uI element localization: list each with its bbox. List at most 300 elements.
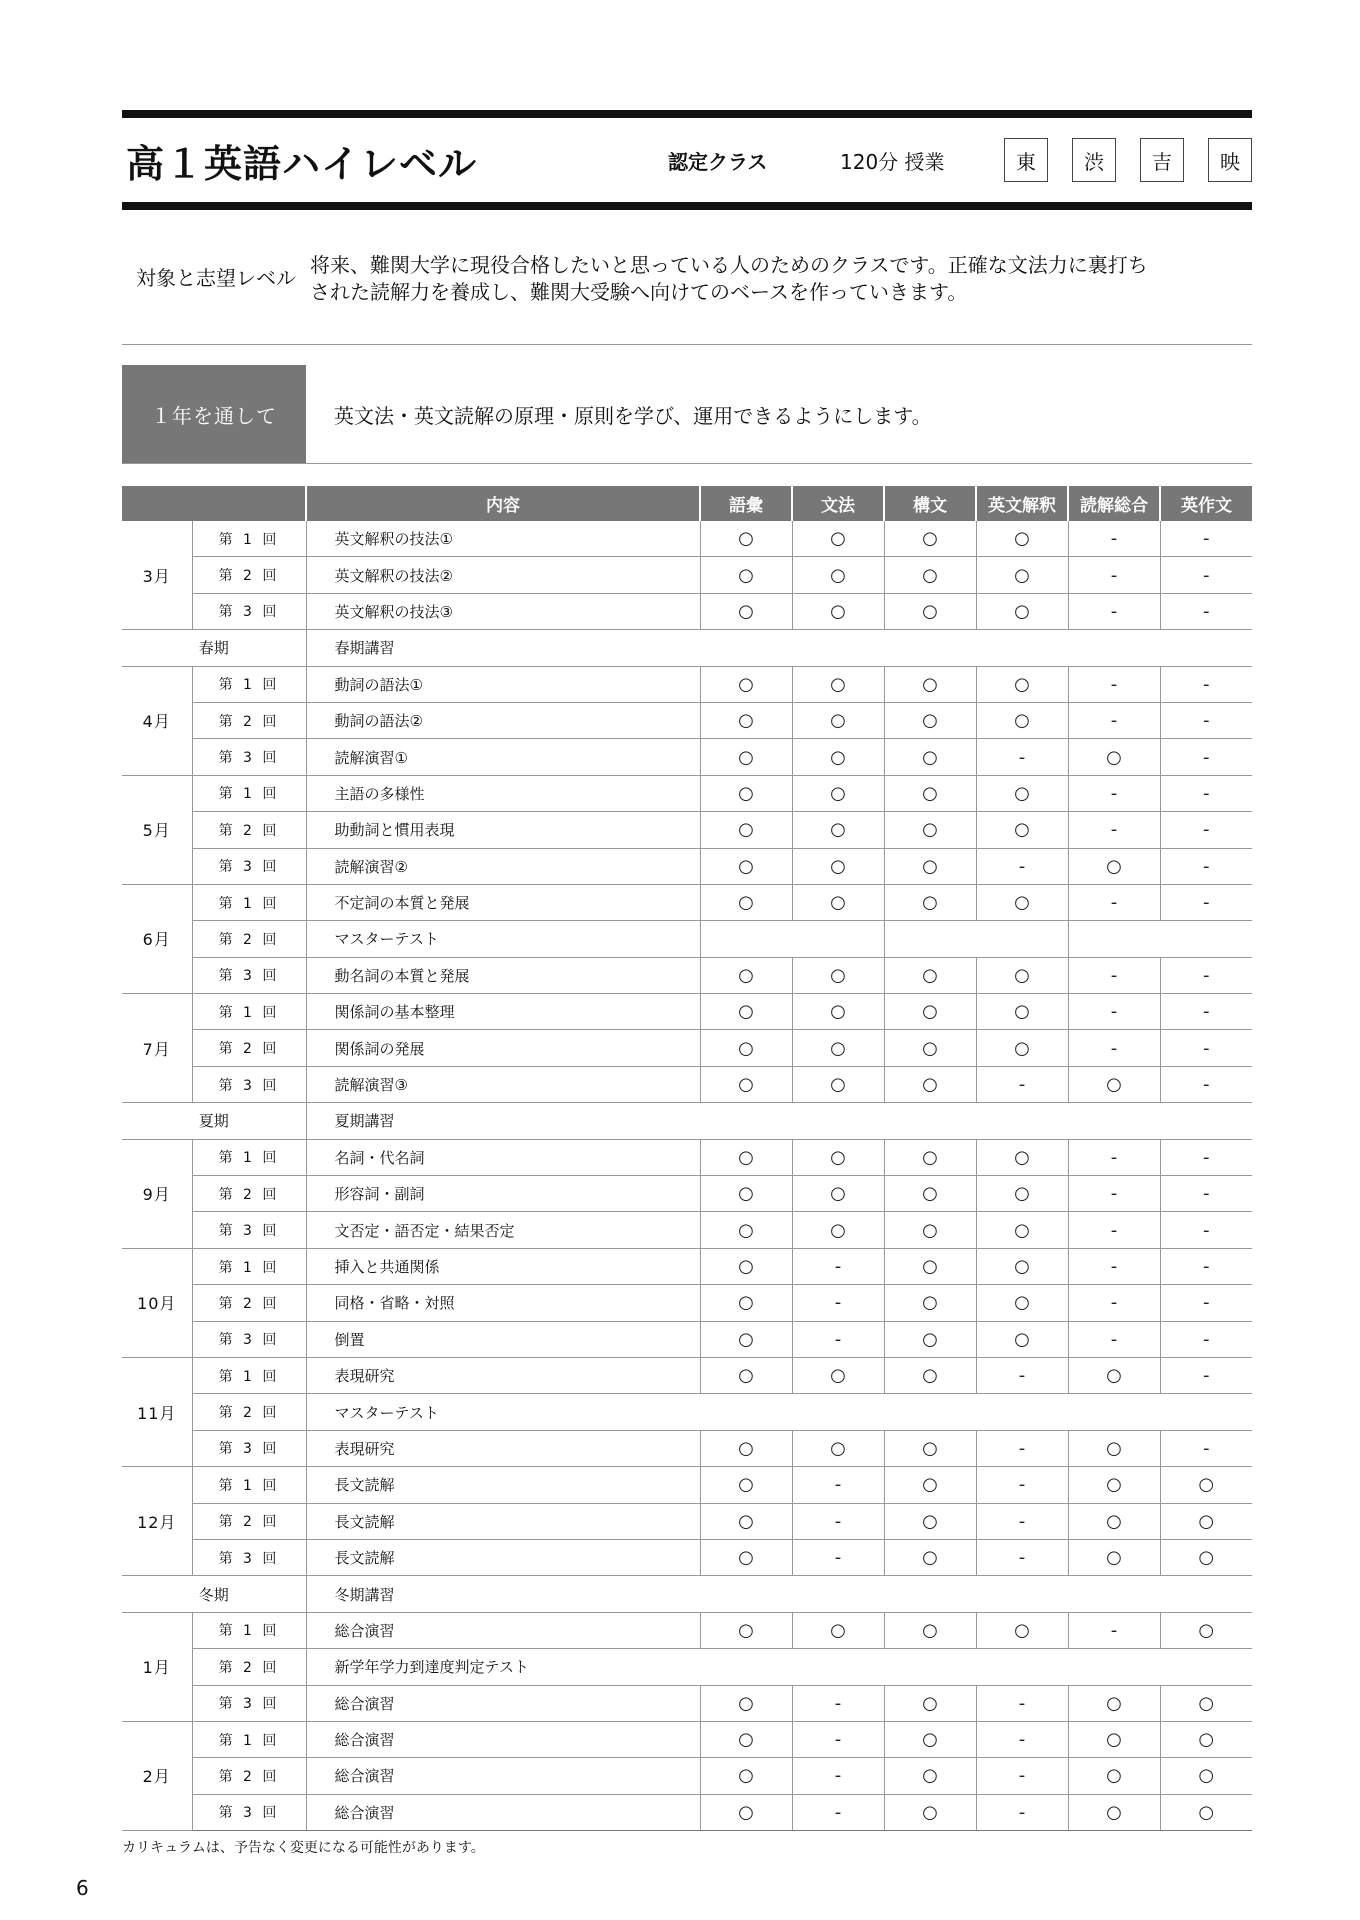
round-label: 第 1 回 — [192, 1612, 306, 1648]
mark-cell: - — [1160, 957, 1252, 993]
mark-cell: ○ — [792, 1212, 884, 1248]
mark-cell: ○ — [1160, 1467, 1252, 1503]
mark-cell: - — [1068, 557, 1160, 593]
mark-cell: ○ — [700, 1503, 792, 1539]
mark-cell: ○ — [700, 1357, 792, 1393]
mark-cell: - — [1160, 1321, 1252, 1357]
table-row — [122, 994, 1252, 1030]
mark-cell: ○ — [700, 1285, 792, 1321]
mark-cell: - — [792, 1467, 884, 1503]
month-label: 10月 — [122, 1248, 192, 1357]
mark-cell: ○ — [1068, 1685, 1160, 1721]
table-row — [122, 702, 1252, 738]
mark-cell: - — [1068, 994, 1160, 1030]
table-row — [122, 812, 1252, 848]
mark-cell: - — [1068, 593, 1160, 629]
table-row — [122, 1176, 1252, 1212]
lesson-content: 形容詞・副詞 — [306, 1176, 700, 1212]
mark-cell: - — [976, 1503, 1068, 1539]
mark-cell: ○ — [1068, 1430, 1160, 1466]
lesson-duration: 120分 授業 — [840, 149, 945, 174]
course-header — [122, 118, 1252, 202]
month-label: 4月 — [122, 666, 192, 775]
table-row — [122, 775, 1252, 811]
header-composition: 英作文 — [1160, 486, 1252, 521]
lesson-content: 読解演習③ — [306, 1066, 700, 1102]
mark-cell: ○ — [884, 1030, 976, 1066]
table-row — [122, 1394, 1252, 1430]
mark-cell: ○ — [884, 1721, 976, 1757]
round-label: 第 1 回 — [192, 775, 306, 811]
mark-cell: ○ — [792, 1066, 884, 1102]
round-label: 第 1 回 — [192, 666, 306, 702]
mark-cell: ○ — [884, 1357, 976, 1393]
mark-cell: ○ — [976, 1612, 1068, 1648]
mark-cell: - — [976, 1066, 1068, 1102]
season-row — [122, 1576, 1252, 1612]
table-row — [122, 666, 1252, 702]
year-label: １年を通して — [122, 365, 306, 463]
mark-cell: ○ — [1068, 1758, 1160, 1794]
mark-cell: ○ — [1068, 1721, 1160, 1757]
table-row — [122, 1467, 1252, 1503]
mark-cell: ○ — [976, 557, 1068, 593]
header-rule — [122, 202, 1252, 210]
table-row — [122, 884, 1252, 920]
mark-cell: ○ — [884, 702, 976, 738]
round-label: 第 3 回 — [192, 1794, 306, 1830]
mark-cell: - — [792, 1285, 884, 1321]
mark-cell: ○ — [700, 1176, 792, 1212]
mark-cell: ○ — [700, 1721, 792, 1757]
mark-cell: ○ — [884, 557, 976, 593]
mark-cell: ○ — [884, 812, 976, 848]
mark-cell: ○ — [700, 1248, 792, 1284]
table-row — [122, 1285, 1252, 1321]
mark-cell: ○ — [976, 812, 1068, 848]
mark-cell: ○ — [700, 739, 792, 775]
mark-cell: ○ — [792, 702, 884, 738]
mark-cell: ○ — [976, 1321, 1068, 1357]
round-label: 第 3 回 — [192, 1539, 306, 1575]
lesson-content: 関係詞の基本整理 — [306, 994, 700, 1030]
mark-cell: ○ — [1160, 1685, 1252, 1721]
header-interpretation: 英文解釈 — [976, 486, 1068, 521]
lesson-content: 長文読解 — [306, 1539, 700, 1575]
mark-cell: - — [1068, 775, 1160, 811]
mark-cell: ○ — [792, 666, 884, 702]
mark-cell: ○ — [1068, 1539, 1160, 1575]
year-description: 英文法・英文読解の原理・原則を学び、運用できるようにします。 — [334, 403, 932, 428]
mark-cell: - — [1068, 1139, 1160, 1175]
table-header-row — [122, 486, 1252, 521]
mark-cell: ○ — [700, 1685, 792, 1721]
mark-cell: - — [1160, 884, 1252, 920]
mark-cell: ○ — [1160, 1503, 1252, 1539]
mark-cell: - — [1160, 1285, 1252, 1321]
round-label: 第 3 回 — [192, 1430, 306, 1466]
lesson-content: 同格・省略・対照 — [306, 1285, 700, 1321]
table-row — [122, 1212, 1252, 1248]
mark-cell: - — [1160, 775, 1252, 811]
mark-cell: ○ — [700, 1066, 792, 1102]
lesson-content: 総合演習 — [306, 1721, 700, 1757]
round-label: 第 1 回 — [192, 1248, 306, 1284]
mark-cell — [884, 921, 1068, 957]
mark-cell: ○ — [976, 1212, 1068, 1248]
mark-cell: - — [1160, 812, 1252, 848]
mark-cell: ○ — [792, 557, 884, 593]
campus-badge: 映 — [1208, 138, 1252, 182]
header-content: 内容 — [306, 486, 700, 521]
round-label: 第 3 回 — [192, 1212, 306, 1248]
mark-cell: - — [1160, 1030, 1252, 1066]
mark-cell: - — [1160, 739, 1252, 775]
mark-cell: - — [1160, 557, 1252, 593]
mark-cell: - — [1160, 1066, 1252, 1102]
mark-cell: - — [976, 1467, 1068, 1503]
table-row — [122, 921, 1252, 957]
campus-badge: 吉 — [1140, 138, 1184, 182]
lesson-content: 表現研究 — [306, 1430, 700, 1466]
mark-cell: - — [1160, 1212, 1252, 1248]
mark-cell: - — [976, 1794, 1068, 1830]
mark-cell: - — [976, 1430, 1068, 1466]
mark-cell: ○ — [1068, 1357, 1160, 1393]
mark-cell: ○ — [884, 1612, 976, 1648]
mark-cell: ○ — [884, 1285, 976, 1321]
mark-cell: ○ — [700, 1467, 792, 1503]
mark-cell: ○ — [884, 1758, 976, 1794]
mark-cell: ○ — [884, 1794, 976, 1830]
mark-cell: - — [1068, 1176, 1160, 1212]
target-description — [310, 252, 1250, 344]
mark-cell: ○ — [884, 848, 976, 884]
curriculum-table — [122, 486, 1252, 1831]
lesson-content: 助動詞と慣用表現 — [306, 812, 700, 848]
mark-cell: ○ — [976, 593, 1068, 629]
mark-cell: ○ — [792, 1139, 884, 1175]
lesson-content: 動名詞の本質と発展 — [306, 957, 700, 993]
mark-cell: ○ — [884, 1503, 976, 1539]
season-label: 夏期 — [122, 1103, 306, 1139]
table-row — [122, 957, 1252, 993]
class-type: 認定クラス — [668, 149, 768, 174]
month-label: 7月 — [122, 994, 192, 1103]
round-label: 第 1 回 — [192, 884, 306, 920]
mark-cell: ○ — [792, 521, 884, 557]
lesson-content: 長文読解 — [306, 1467, 700, 1503]
mark-cell — [1068, 921, 1252, 957]
lesson-content: 読解演習② — [306, 848, 700, 884]
mark-cell: ○ — [792, 775, 884, 811]
mark-cell: - — [1160, 994, 1252, 1030]
mark-cell: ○ — [884, 739, 976, 775]
mark-cell: ○ — [1160, 1758, 1252, 1794]
mark-cell: - — [1068, 666, 1160, 702]
lesson-content: マスターテスト — [306, 1394, 1252, 1430]
season-content: 春期講習 — [306, 630, 1252, 666]
table-row — [122, 1248, 1252, 1284]
round-label: 第 2 回 — [192, 1649, 306, 1685]
mark-cell: - — [1068, 1212, 1160, 1248]
mark-cell: - — [976, 1539, 1068, 1575]
target-line-2: された読解力を養成し、難関大受験へ向けてのベースを作っていきます。 — [310, 280, 968, 304]
mark-cell: ○ — [976, 666, 1068, 702]
round-label: 第 2 回 — [192, 557, 306, 593]
mark-cell: ○ — [884, 1430, 976, 1466]
mark-cell: - — [792, 1248, 884, 1284]
campus-badge: 東 — [1004, 138, 1048, 182]
lesson-content: 表現研究 — [306, 1357, 700, 1393]
mark-cell: ○ — [700, 1539, 792, 1575]
mark-cell: - — [976, 1721, 1068, 1757]
mark-cell: ○ — [976, 1285, 1068, 1321]
mark-cell: ○ — [792, 1176, 884, 1212]
season-row — [122, 630, 1252, 666]
header-vocabulary: 語彙 — [700, 486, 792, 521]
mark-cell: - — [792, 1721, 884, 1757]
round-label: 第 3 回 — [192, 848, 306, 884]
year-section — [122, 365, 1252, 464]
mark-cell: ○ — [884, 1248, 976, 1284]
mark-cell: ○ — [884, 1321, 976, 1357]
mark-cell: - — [792, 1685, 884, 1721]
table-row — [122, 1066, 1252, 1102]
mark-cell: ○ — [700, 1139, 792, 1175]
round-label: 第 1 回 — [192, 1139, 306, 1175]
mark-cell: ○ — [700, 666, 792, 702]
mark-cell: ○ — [792, 593, 884, 629]
mark-cell: ○ — [700, 1430, 792, 1466]
mark-cell: ○ — [1068, 1503, 1160, 1539]
mark-cell: ○ — [884, 666, 976, 702]
table-row — [122, 1649, 1252, 1685]
mark-cell: - — [1160, 1430, 1252, 1466]
table-row — [122, 1539, 1252, 1575]
mark-cell: ○ — [1160, 1794, 1252, 1830]
mark-cell: - — [792, 1321, 884, 1357]
month-label: 5月 — [122, 775, 192, 884]
round-label: 第 2 回 — [192, 812, 306, 848]
mark-cell: ○ — [1160, 1539, 1252, 1575]
mark-cell: ○ — [700, 884, 792, 920]
mark-cell: - — [1068, 1030, 1160, 1066]
mark-cell: - — [1068, 812, 1160, 848]
lesson-content: 名詞・代名詞 — [306, 1139, 700, 1175]
target-section — [122, 210, 1252, 345]
mark-cell: - — [1160, 1139, 1252, 1175]
mark-cell: ○ — [976, 702, 1068, 738]
mark-cell: ○ — [700, 957, 792, 993]
lesson-content: 主語の多様性 — [306, 775, 700, 811]
lesson-content: 総合演習 — [306, 1758, 700, 1794]
mark-cell: - — [1160, 702, 1252, 738]
mark-cell: - — [1068, 702, 1160, 738]
mark-cell: - — [1160, 848, 1252, 884]
header-syntax: 構文 — [884, 486, 976, 521]
table-row — [122, 1685, 1252, 1721]
mark-cell: ○ — [1068, 739, 1160, 775]
table-body — [122, 521, 1252, 1831]
target-label: 対象と志望レベル — [136, 266, 296, 290]
mark-cell: - — [1068, 957, 1160, 993]
mark-cell: - — [976, 848, 1068, 884]
mark-cell: ○ — [700, 1612, 792, 1648]
mark-cell: ○ — [792, 957, 884, 993]
table-row — [122, 1030, 1252, 1066]
month-label: 11月 — [122, 1357, 192, 1466]
mark-cell: - — [1160, 521, 1252, 557]
mark-cell: - — [792, 1539, 884, 1575]
mark-cell: ○ — [700, 557, 792, 593]
round-label: 第 1 回 — [192, 994, 306, 1030]
mark-cell: ○ — [700, 812, 792, 848]
lesson-content: 読解演習① — [306, 739, 700, 775]
mark-cell: ○ — [792, 812, 884, 848]
mark-cell: ○ — [700, 1212, 792, 1248]
table-row — [122, 1139, 1252, 1175]
round-label: 第 3 回 — [192, 1066, 306, 1102]
round-label: 第 1 回 — [192, 1357, 306, 1393]
table-row — [122, 1794, 1252, 1830]
header-blank — [122, 486, 306, 521]
mark-cell: ○ — [792, 994, 884, 1030]
season-label: 春期 — [122, 630, 306, 666]
mark-cell: ○ — [792, 1430, 884, 1466]
month-label: 9月 — [122, 1139, 192, 1248]
mark-cell: ○ — [700, 1758, 792, 1794]
lesson-content: 英文解釈の技法① — [306, 521, 700, 557]
mark-cell: ○ — [700, 702, 792, 738]
mark-cell: ○ — [976, 884, 1068, 920]
mark-cell: - — [1068, 884, 1160, 920]
table-row — [122, 557, 1252, 593]
lesson-content: 動詞の語法② — [306, 702, 700, 738]
table-row — [122, 1357, 1252, 1393]
mark-cell: ○ — [1068, 1794, 1160, 1830]
season-label: 冬期 — [122, 1576, 306, 1612]
round-label: 第 1 回 — [192, 1721, 306, 1757]
page-number: 6 — [76, 1876, 89, 1900]
month-label: 2月 — [122, 1721, 192, 1830]
lesson-content: 長文読解 — [306, 1503, 700, 1539]
mark-cell: ○ — [976, 957, 1068, 993]
mark-cell: - — [1068, 1248, 1160, 1284]
target-line-1: 将来、難関大学に現役合格したいと思っている人のためのクラスです。正確な文法力に裏打ち — [310, 253, 1148, 277]
season-content: 夏期講習 — [306, 1103, 1252, 1139]
mark-cell: - — [792, 1794, 884, 1830]
lesson-content: 関係詞の発展 — [306, 1030, 700, 1066]
mark-cell: ○ — [792, 1030, 884, 1066]
lesson-content: 文否定・語否定・結果否定 — [306, 1212, 700, 1248]
mark-cell: - — [976, 1685, 1068, 1721]
mark-cell: ○ — [884, 994, 976, 1030]
mark-cell: ○ — [884, 1139, 976, 1175]
mark-cell: ○ — [976, 521, 1068, 557]
round-label: 第 3 回 — [192, 593, 306, 629]
mark-cell: ○ — [976, 1176, 1068, 1212]
lesson-content: 総合演習 — [306, 1685, 700, 1721]
round-label: 第 2 回 — [192, 1758, 306, 1794]
mark-cell: ○ — [700, 1794, 792, 1830]
round-label: 第 3 回 — [192, 739, 306, 775]
mark-cell: ○ — [1068, 848, 1160, 884]
mark-cell — [700, 921, 884, 957]
month-label: 1月 — [122, 1612, 192, 1721]
mark-cell: ○ — [976, 994, 1068, 1030]
round-label: 第 3 回 — [192, 1685, 306, 1721]
mark-cell: - — [1160, 666, 1252, 702]
course-title: 高１英語ハイレベル — [126, 141, 478, 186]
header-reading: 読解総合 — [1068, 486, 1160, 521]
mark-cell: ○ — [700, 994, 792, 1030]
table-row — [122, 739, 1252, 775]
header-grammar: 文法 — [792, 486, 884, 521]
table-row — [122, 1758, 1252, 1794]
lesson-content: 不定詞の本質と発展 — [306, 884, 700, 920]
lesson-content: 挿入と共通関係 — [306, 1248, 700, 1284]
mark-cell: - — [792, 1758, 884, 1794]
mark-cell: - — [1160, 1176, 1252, 1212]
lesson-content: マスターテスト — [306, 921, 700, 957]
lesson-content: 総合演習 — [306, 1794, 700, 1830]
round-label: 第 2 回 — [192, 921, 306, 957]
month-label: 12月 — [122, 1467, 192, 1576]
mark-cell: ○ — [884, 884, 976, 920]
mark-cell: - — [1068, 1285, 1160, 1321]
mark-cell: - — [1068, 521, 1160, 557]
top-rule — [122, 110, 1252, 118]
mark-cell: ○ — [1160, 1721, 1252, 1757]
mark-cell: ○ — [792, 1357, 884, 1393]
mark-cell: ○ — [884, 1539, 976, 1575]
month-label: 6月 — [122, 884, 192, 993]
round-label: 第 3 回 — [192, 957, 306, 993]
lesson-content: 英文解釈の技法② — [306, 557, 700, 593]
mark-cell: ○ — [884, 957, 976, 993]
mark-cell: ○ — [1160, 1612, 1252, 1648]
mark-cell: ○ — [1068, 1467, 1160, 1503]
lesson-content: 倒置 — [306, 1321, 700, 1357]
mark-cell: ○ — [976, 1030, 1068, 1066]
mark-cell: - — [1160, 593, 1252, 629]
round-label: 第 2 回 — [192, 1503, 306, 1539]
lesson-content: 新学年学力到達度判定テスト — [306, 1649, 1252, 1685]
mark-cell: ○ — [700, 1030, 792, 1066]
season-row — [122, 1103, 1252, 1139]
mark-cell: ○ — [792, 1612, 884, 1648]
mark-cell: ○ — [976, 775, 1068, 811]
table-row — [122, 1503, 1252, 1539]
mark-cell: ○ — [976, 1248, 1068, 1284]
round-label: 第 2 回 — [192, 1030, 306, 1066]
mark-cell: - — [976, 739, 1068, 775]
table-row — [122, 593, 1252, 629]
mark-cell: - — [976, 1758, 1068, 1794]
season-content: 冬期講習 — [306, 1576, 1252, 1612]
mark-cell: ○ — [884, 775, 976, 811]
table-row — [122, 1612, 1252, 1648]
mark-cell: ○ — [884, 1685, 976, 1721]
mark-cell: ○ — [792, 884, 884, 920]
mark-cell: - — [1068, 1321, 1160, 1357]
round-label: 第 1 回 — [192, 521, 306, 557]
table-row — [122, 521, 1252, 557]
lesson-content: 動詞の語法① — [306, 666, 700, 702]
round-label: 第 2 回 — [192, 1285, 306, 1321]
round-label: 第 2 回 — [192, 702, 306, 738]
